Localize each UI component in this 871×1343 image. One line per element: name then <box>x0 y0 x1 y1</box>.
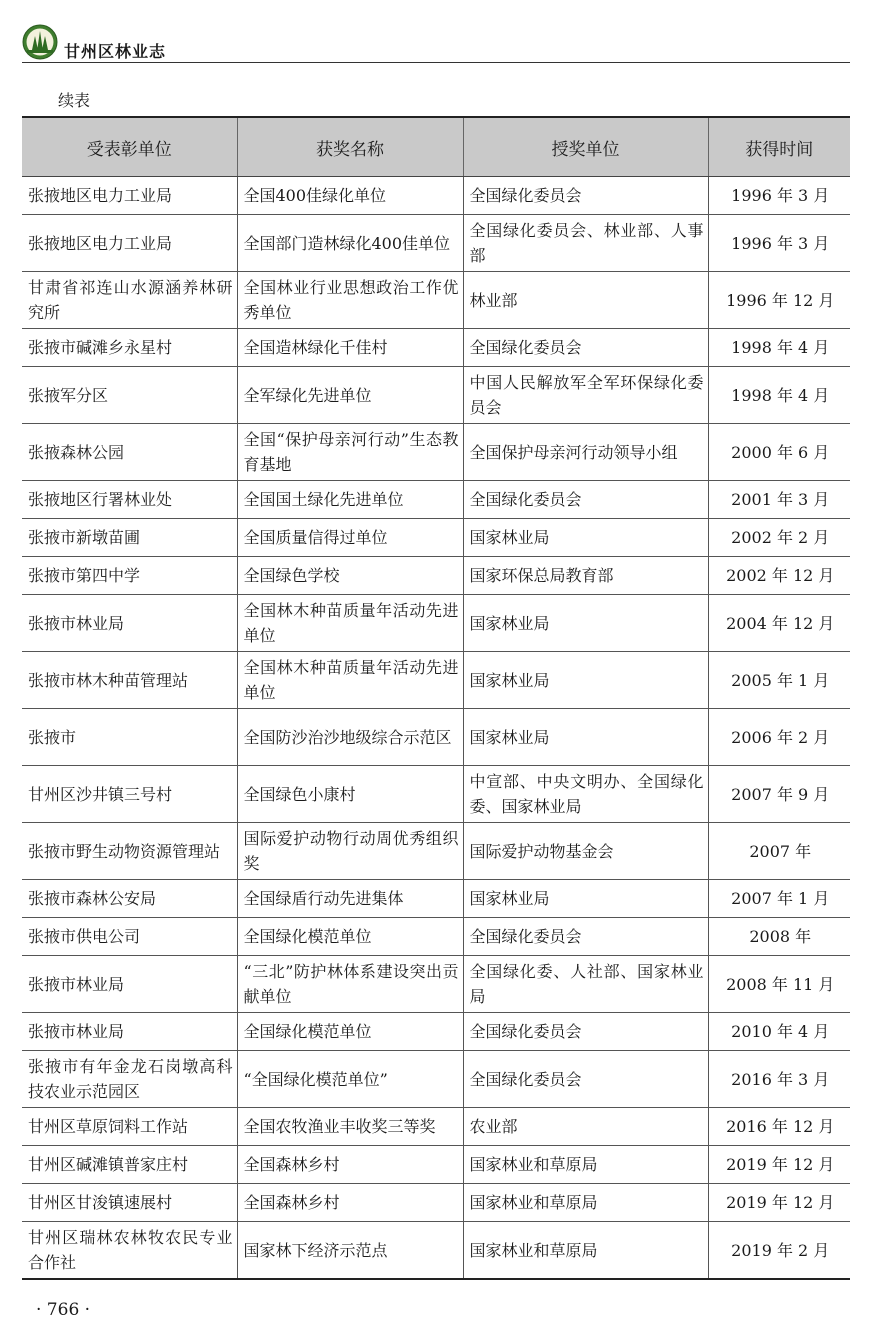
cell-award: 全国森林乡村 <box>237 1184 463 1222</box>
awards-table <box>22 116 850 1280</box>
cell-date: 2000 年 6 月 <box>708 424 850 481</box>
cell-award: 国家林下经济示范点 <box>237 1222 463 1280</box>
cell-date: 2004 年 12 月 <box>708 595 850 652</box>
cell-date: 2001 年 3 月 <box>708 481 850 519</box>
cell-date: 2005 年 1 月 <box>708 652 850 709</box>
cell-honoree: 张掖市供电公司 <box>22 918 237 956</box>
cell-award: 全国绿色学校 <box>237 557 463 595</box>
cell-award: 全国“保护母亲河行动”生态教育基地 <box>237 424 463 481</box>
book-title: 甘州区林业志 <box>64 42 167 61</box>
cell-date: 2002 年 12 月 <box>708 557 850 595</box>
cell-grantor: 全国绿化委员会、林业部、人事部 <box>463 215 708 272</box>
cell-grantor: 林业部 <box>463 272 708 329</box>
cell-honoree: 甘州区碱滩镇普家庄村 <box>22 1146 237 1184</box>
header-rule <box>22 62 850 63</box>
cell-date: 2016 年 12 月 <box>708 1108 850 1146</box>
table-row <box>22 272 850 329</box>
cell-award: 全国农牧渔业丰收奖三等奖 <box>237 1108 463 1146</box>
cell-honoree: 张掖市林木种苗管理站 <box>22 652 237 709</box>
cell-date: 2006 年 2 月 <box>708 709 850 766</box>
cell-date: 1996 年 3 月 <box>708 177 850 215</box>
cell-date: 1996 年 3 月 <box>708 215 850 272</box>
cell-grantor: 国家林业局 <box>463 519 708 557</box>
cell-grantor: 全国绿化委员会 <box>463 918 708 956</box>
cell-award: 全国400佳绿化单位 <box>237 177 463 215</box>
table-header-row <box>22 117 850 177</box>
cell-date: 2002 年 2 月 <box>708 519 850 557</box>
cell-award: 全国绿色小康村 <box>237 766 463 823</box>
cell-award: 全国森林乡村 <box>237 1146 463 1184</box>
cell-award: 全国绿化模范单位 <box>237 918 463 956</box>
cell-date: 2007 年 9 月 <box>708 766 850 823</box>
cell-date: 2010 年 4 月 <box>708 1013 850 1051</box>
table-row <box>22 1108 850 1146</box>
page-number: · 766 · <box>36 1300 91 1320</box>
cell-award: 全国质量信得过单位 <box>237 519 463 557</box>
cell-grantor: 中国人民解放军全军环保绿化委员会 <box>463 367 708 424</box>
cell-date: 2008 年 <box>708 918 850 956</box>
cell-award: 全国林木种苗质量年活动先进单位 <box>237 595 463 652</box>
table-row <box>22 177 850 215</box>
cell-date: 1998 年 4 月 <box>708 329 850 367</box>
cell-grantor: 全国绿化委员会 <box>463 177 708 215</box>
cell-date: 2019 年 2 月 <box>708 1222 850 1280</box>
cell-grantor: 国家林业局 <box>463 709 708 766</box>
cell-honoree: 甘肃省祁连山水源涵养林研究所 <box>22 272 237 329</box>
cell-date: 2019 年 12 月 <box>708 1146 850 1184</box>
cell-grantor: 国际爱护动物基金会 <box>463 823 708 880</box>
cell-award: 全国部门造林绿化400佳单位 <box>237 215 463 272</box>
cell-award: 国际爱护动物行动周优秀组织奖 <box>237 823 463 880</box>
table-row <box>22 329 850 367</box>
cell-award: 全国防沙治沙地级综合示范区 <box>237 709 463 766</box>
table-row <box>22 481 850 519</box>
table-row <box>22 1184 850 1222</box>
cell-honoree: 甘州区甘浚镇速展村 <box>22 1184 237 1222</box>
cell-grantor: 国家林业局 <box>463 880 708 918</box>
table-caption: 续表 <box>58 91 91 110</box>
cell-grantor: 国家林业和草原局 <box>463 1222 708 1280</box>
cell-honoree: 甘州区沙井镇三号村 <box>22 766 237 823</box>
cell-date: 2007 年 <box>708 823 850 880</box>
column-header-award: 获奖名称 <box>237 117 463 177</box>
table-row <box>22 1146 850 1184</box>
cell-grantor: 国家林业局 <box>463 652 708 709</box>
cell-date: 2007 年 1 月 <box>708 880 850 918</box>
table-row <box>22 1222 850 1280</box>
forest-emblem-icon <box>22 24 58 60</box>
cell-honoree: 张掖军分区 <box>22 367 237 424</box>
cell-grantor: 全国绿化委、人社部、国家林业局 <box>463 956 708 1013</box>
table-row <box>22 215 850 272</box>
cell-award: 全军绿化先进单位 <box>237 367 463 424</box>
table-row <box>22 1051 850 1108</box>
cell-honoree: 张掖市 <box>22 709 237 766</box>
table-row <box>22 709 850 766</box>
cell-honoree: 张掖市碱滩乡永星村 <box>22 329 237 367</box>
cell-honoree: 张掖市新墩苗圃 <box>22 519 237 557</box>
cell-honoree: 张掖市森林公安局 <box>22 880 237 918</box>
column-header-grantor: 授奖单位 <box>463 117 708 177</box>
table-row <box>22 652 850 709</box>
column-header-honoree: 受表彰单位 <box>22 117 237 177</box>
cell-date: 2019 年 12 月 <box>708 1184 850 1222</box>
cell-award: 全国绿盾行动先进集体 <box>237 880 463 918</box>
column-header-date: 获得时间 <box>708 117 850 177</box>
cell-date: 2008 年 11 月 <box>708 956 850 1013</box>
cell-grantor: 全国绿化委员会 <box>463 329 708 367</box>
table-row <box>22 424 850 481</box>
table-row <box>22 823 850 880</box>
cell-grantor: 中宣部、中央文明办、全国绿化委、国家林业局 <box>463 766 708 823</box>
table-row <box>22 595 850 652</box>
cell-award: 全国林木种苗质量年活动先进单位 <box>237 652 463 709</box>
cell-date: 1996 年 12 月 <box>708 272 850 329</box>
cell-date: 1998 年 4 月 <box>708 367 850 424</box>
cell-grantor: 全国绿化委员会 <box>463 1051 708 1108</box>
cell-honoree: 张掖地区电力工业局 <box>22 177 237 215</box>
cell-award: 全国林业行业思想政治工作优秀单位 <box>237 272 463 329</box>
table-row <box>22 880 850 918</box>
cell-grantor: 国家林业局 <box>463 595 708 652</box>
cell-grantor: 农业部 <box>463 1108 708 1146</box>
cell-honoree: 张掖市第四中学 <box>22 557 237 595</box>
cell-award: 全国造林绿化千佳村 <box>237 329 463 367</box>
table-row <box>22 766 850 823</box>
cell-date: 2016 年 3 月 <box>708 1051 850 1108</box>
cell-honoree: 张掖市林业局 <box>22 1013 237 1051</box>
cell-grantor: 全国绿化委员会 <box>463 1013 708 1051</box>
cell-award: 全国绿化模范单位 <box>237 1013 463 1051</box>
page-header <box>22 22 850 66</box>
cell-grantor: 全国绿化委员会 <box>463 481 708 519</box>
table-row <box>22 1013 850 1051</box>
cell-honoree: 张掖市野生动物资源管理站 <box>22 823 237 880</box>
cell-award: 全国国土绿化先进单位 <box>237 481 463 519</box>
cell-grantor: 全国保护母亲河行动领导小组 <box>463 424 708 481</box>
table-row <box>22 918 850 956</box>
cell-honoree: 张掖地区电力工业局 <box>22 215 237 272</box>
cell-grantor: 国家林业和草原局 <box>463 1146 708 1184</box>
cell-award: “三北”防护林体系建设突出贡献单位 <box>237 956 463 1013</box>
cell-honoree: 张掖森林公园 <box>22 424 237 481</box>
cell-honoree: 张掖市林业局 <box>22 595 237 652</box>
cell-honoree: 甘州区瑞林农林牧农民专业合作社 <box>22 1222 237 1280</box>
cell-award: “全国绿化模范单位” <box>237 1051 463 1108</box>
cell-grantor: 国家林业和草原局 <box>463 1184 708 1222</box>
table-row <box>22 367 850 424</box>
table-row <box>22 557 850 595</box>
table-row <box>22 956 850 1013</box>
cell-grantor: 国家环保总局教育部 <box>463 557 708 595</box>
table-row <box>22 519 850 557</box>
cell-honoree: 张掖市林业局 <box>22 956 237 1013</box>
cell-honoree: 张掖地区行署林业处 <box>22 481 237 519</box>
cell-honoree: 张掖市有年金龙石岗墩高科技农业示范园区 <box>22 1051 237 1108</box>
cell-honoree: 甘州区草原饲料工作站 <box>22 1108 237 1146</box>
